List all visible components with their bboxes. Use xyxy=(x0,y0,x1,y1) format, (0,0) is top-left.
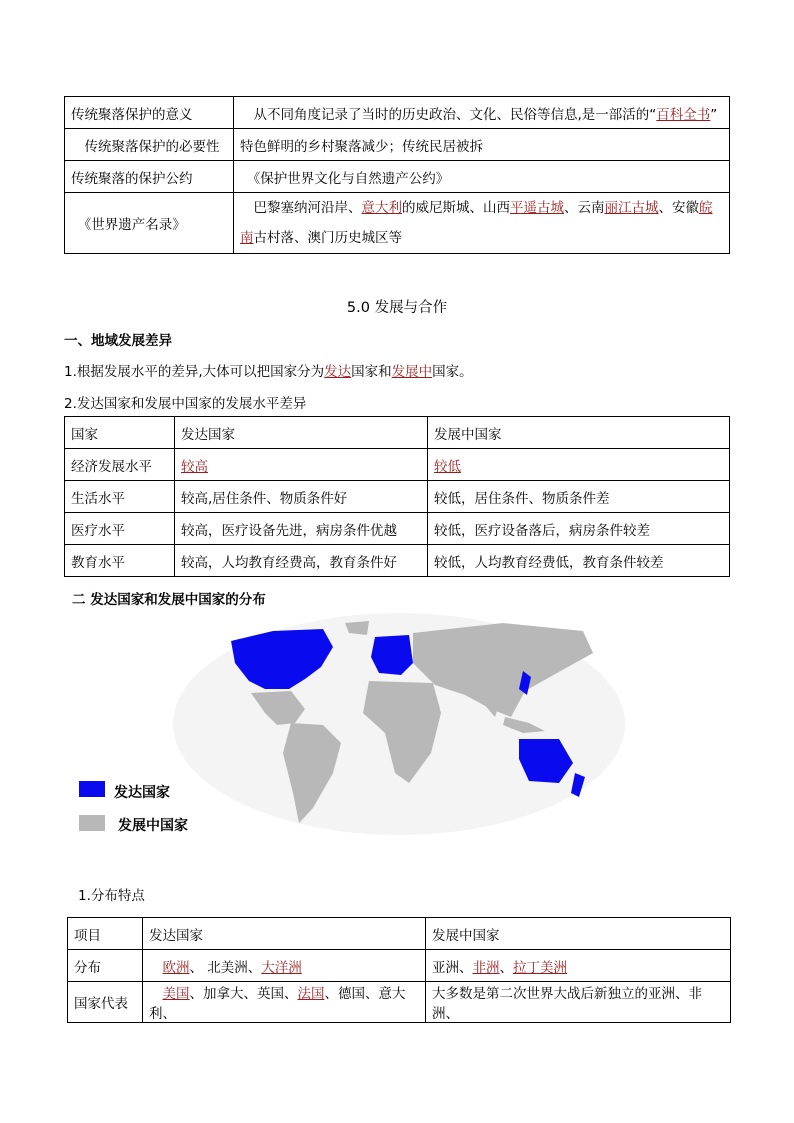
legend-label-developing: 发展中国家 xyxy=(118,818,188,834)
table-cell xyxy=(234,193,730,254)
answer-text: 较高 xyxy=(181,458,208,475)
table-header-cell: 国家 xyxy=(65,417,175,449)
table-cell: 特色鲜明的乡村聚落减少；传统民居被拆 xyxy=(234,129,730,161)
answer-text: 欧洲 xyxy=(162,959,190,976)
table-row xyxy=(65,513,730,545)
heritage-table xyxy=(64,96,730,254)
table-cell: 传统聚落保护的意义 xyxy=(65,97,234,129)
table-cell: 《保护世界文化与自然遗产公约》 xyxy=(234,161,730,193)
table-cell xyxy=(426,950,731,982)
table-row xyxy=(65,545,730,577)
table-cell xyxy=(143,950,426,982)
table-cell: 教育水平 xyxy=(65,545,175,577)
section-title: 5.0 发展与合作 xyxy=(346,300,448,316)
paragraph-difference: 2.发达国家和发展中国家的发展水平差异 xyxy=(64,396,307,412)
table-row xyxy=(68,982,731,1023)
table-row xyxy=(65,129,730,161)
table-cell: 医疗水平 xyxy=(65,513,175,545)
table-cell xyxy=(428,449,730,481)
distribution-table xyxy=(67,917,731,1023)
answer-text: 非洲 xyxy=(472,959,500,976)
legend-swatch-developing xyxy=(79,815,105,831)
heading-distribution: 二 发达国家和发展中国家的分布 xyxy=(72,592,266,608)
table-cell: 国家代表 xyxy=(68,982,143,1023)
paragraph-distribution-features: 1.分布特点 xyxy=(78,888,145,904)
answer-text: 皖 xyxy=(699,200,713,216)
legend-swatch-developed xyxy=(79,781,105,797)
table-cell: 较低，居住条件、物质条件差 xyxy=(428,481,730,513)
table-cell: 生活水平 xyxy=(65,481,175,513)
table-cell: 较低，医疗设备落后，病房条件较差 xyxy=(428,513,730,545)
development-level-table xyxy=(64,416,730,577)
europe xyxy=(371,635,413,675)
legend-label-developed: 发达国家 xyxy=(114,785,170,801)
table-cell xyxy=(234,97,730,129)
answer-text: 丽江古城 xyxy=(604,200,659,216)
table-header-cell: 发达国家 xyxy=(143,918,426,950)
text: 国家。 xyxy=(432,364,473,380)
table-cell: 《世界遗产名录》 xyxy=(65,193,234,254)
answer-text: 南 xyxy=(240,230,254,246)
table-cell: 经济发展水平 xyxy=(65,449,175,481)
answer-text: 意大利 xyxy=(361,200,402,216)
world-map xyxy=(173,613,625,835)
answer-text: 平遥古城 xyxy=(510,200,564,216)
answer-text: 拉丁美洲 xyxy=(513,959,567,976)
text: 的威尼斯城、山西 xyxy=(402,200,510,216)
table-row xyxy=(65,97,730,129)
answer-text: 大洋洲 xyxy=(261,959,302,976)
text: 古村落、澳门历史城区等 xyxy=(253,230,402,246)
paragraph-classification xyxy=(64,360,473,380)
answer-text: 发达 xyxy=(324,364,352,380)
answer-text: 法国 xyxy=(297,986,325,1002)
table-cell: 传统聚落保护的必要性 xyxy=(65,129,234,161)
text: 、加拿大、英国、 xyxy=(189,986,298,1002)
answer-text: 发展中 xyxy=(391,364,433,380)
text: 巴黎塞纳河沿岸、 xyxy=(240,200,362,216)
table-cell: 较高，人均教育经费高，教育条件好 xyxy=(175,545,428,577)
table-row xyxy=(65,161,730,193)
table-cell: 传统聚落的保护公约 xyxy=(65,161,234,193)
table-header-cell: 发达国家 xyxy=(175,417,428,449)
table-cell xyxy=(175,449,428,481)
text: 1.根据发展水平的差异,大体可以把国家分为 xyxy=(64,364,325,380)
table-header-cell: 发展中国家 xyxy=(426,918,731,950)
text: 、云南 xyxy=(564,200,605,216)
table-header-row xyxy=(65,417,730,449)
table-cell xyxy=(143,982,426,1023)
table-cell: 较高,居住条件、物质条件好 xyxy=(175,481,428,513)
text: 、安徽 xyxy=(658,200,699,216)
text: 亚洲、 xyxy=(432,959,473,976)
answer-text: 美国 xyxy=(162,986,190,1002)
answer-text: 较低 xyxy=(434,458,461,475)
table-cell: 大多数是第二次世界大战后新独立的亚洲、非洲、 xyxy=(426,982,731,1023)
answer-text: 百科全书 xyxy=(656,106,711,123)
heading-regional-differences: 一、地域发展差异 xyxy=(64,333,172,349)
text xyxy=(149,986,163,1002)
table-header-row xyxy=(68,918,731,950)
text: 从不同角度记录了当时的历史政治、文化、民俗等信息,是一部活的“ xyxy=(240,106,657,123)
table-row xyxy=(65,481,730,513)
text: 、 xyxy=(499,959,513,976)
text: 、德国、意大利、 xyxy=(149,986,406,1022)
text xyxy=(149,960,163,976)
table-row xyxy=(65,193,730,254)
table-header-cell: 发展中国家 xyxy=(428,417,730,449)
table-cell: 分布 xyxy=(68,950,143,982)
table-row xyxy=(68,950,731,982)
table-header-cell: 项目 xyxy=(68,918,143,950)
text: 、 北美洲、 xyxy=(189,959,262,976)
table-cell: 较高，医疗设备先进，病房条件优越 xyxy=(175,513,428,545)
text: 国家和 xyxy=(351,364,392,380)
table-row xyxy=(65,449,730,481)
table-cell: 较低，人均教育经费低，教育条件较差 xyxy=(428,545,730,577)
text: ” xyxy=(710,106,718,123)
